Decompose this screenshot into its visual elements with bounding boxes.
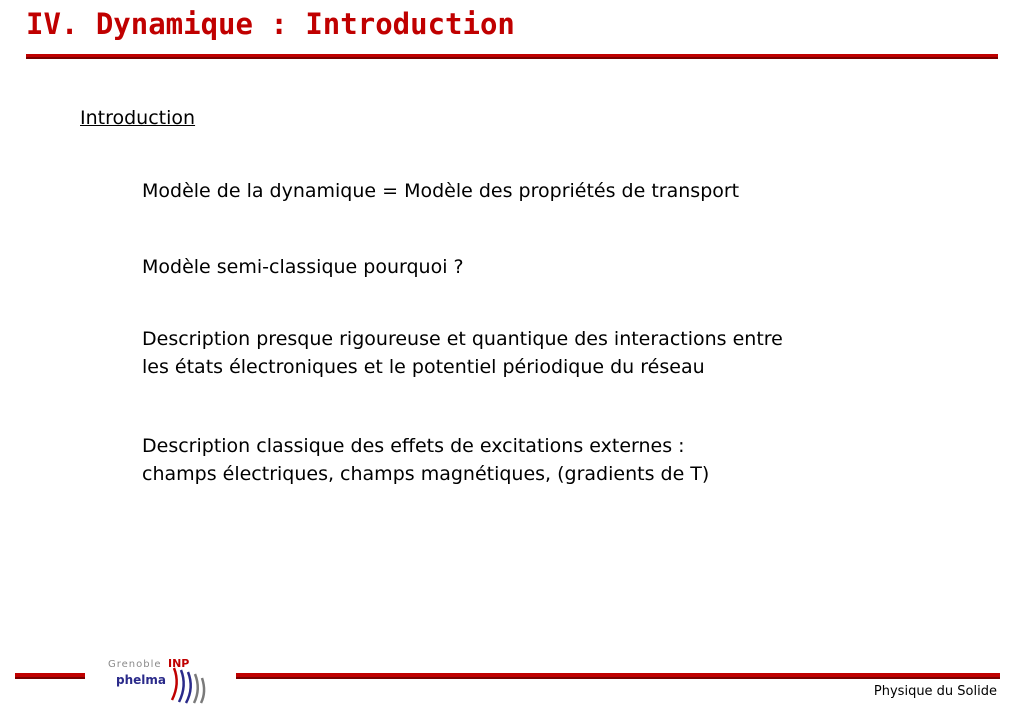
paragraph-semi-classical-question: [142, 253, 464, 281]
title-divider: [26, 54, 998, 59]
logo-grenoble-text: Grenoble: [108, 659, 162, 670]
logo-inp-text: INP: [168, 657, 190, 670]
section-heading: Introduction: [80, 107, 196, 129]
footer-course-label: Physique du Solide: [873, 684, 997, 699]
logo-stripes-icon: [164, 662, 212, 704]
footer-divider-right: [236, 673, 1000, 679]
paragraph-line: champs électriques, champs magnétiques, (gradients de T): [142, 463, 710, 485]
paragraph-dynamics-model: [142, 177, 739, 205]
paragraph-line: Description presque rigoureuse et quantique des interactions entre: [142, 328, 783, 350]
paragraph-line: Modèle de la dynamique = Modèle des propriétés de transport: [142, 180, 740, 202]
slide-title: IV. Dynamique : Introduction: [26, 7, 515, 41]
paragraph-line: Modèle semi-classique pourquoi ?: [142, 256, 464, 278]
logo-phelma-text: phelma: [116, 673, 166, 687]
paragraph-line: Description classique des effets de excitations externes :: [142, 435, 685, 457]
paragraph-quantum-description: [142, 325, 783, 381]
grenoble-inp-phelma-logo: [104, 656, 214, 704]
paragraph-classical-description: [142, 432, 709, 488]
footer-divider-left: [15, 673, 85, 679]
paragraph-line: les états électroniques et le potentiel périodique du réseau: [142, 356, 705, 378]
